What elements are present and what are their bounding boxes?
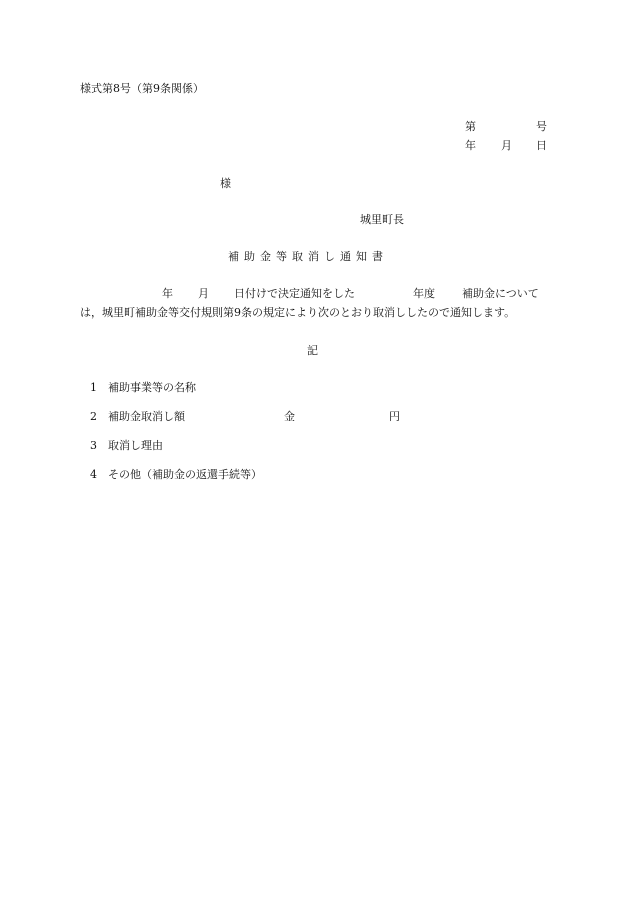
amount-kin-label: 金 <box>284 410 295 423</box>
document-number-suffix: 号 <box>536 120 547 133</box>
date-year-label: 年 <box>465 139 476 152</box>
body-line-1 <box>80 288 550 300</box>
item-number: 3 <box>90 439 97 452</box>
list-item <box>90 411 185 422</box>
item-number: 4 <box>90 468 97 481</box>
list-item <box>90 440 163 451</box>
addressee: 様 <box>220 177 231 190</box>
document-number-prefix: 第 <box>465 120 476 133</box>
item-label: その他（補助金の返還手続等） <box>108 468 262 481</box>
item-label: 取消し理由 <box>108 439 163 452</box>
body-year-label: 年 <box>162 287 173 300</box>
document-title: 補助金等取消し通知書 <box>228 250 388 263</box>
date-day-label: 日 <box>536 139 547 152</box>
item-number: 2 <box>90 410 97 423</box>
sender: 城里町長 <box>360 213 404 226</box>
amount-yen-label: 円 <box>389 410 400 423</box>
body-day-text: 日付けで決定通知をした <box>234 287 355 300</box>
list-item <box>90 382 196 393</box>
body-subsidy-text: 補助金について <box>462 287 539 300</box>
item-label: 補助金取消し額 <box>108 410 185 423</box>
form-number: 様式第8号（第9条関係） <box>80 82 204 95</box>
date-month-label: 月 <box>501 139 512 152</box>
item-number: 1 <box>90 381 97 394</box>
list-item <box>90 469 262 480</box>
body-line-2: は，城里町補助金等交付規則第9条の規定により次のとおり取消ししたので通知します。 <box>80 306 516 319</box>
body-fiscal-year-label: 年度 <box>413 287 435 300</box>
ki-heading: 記 <box>307 344 318 357</box>
item-label: 補助事業等の名称 <box>108 381 196 394</box>
body-month-label: 月 <box>198 287 209 300</box>
